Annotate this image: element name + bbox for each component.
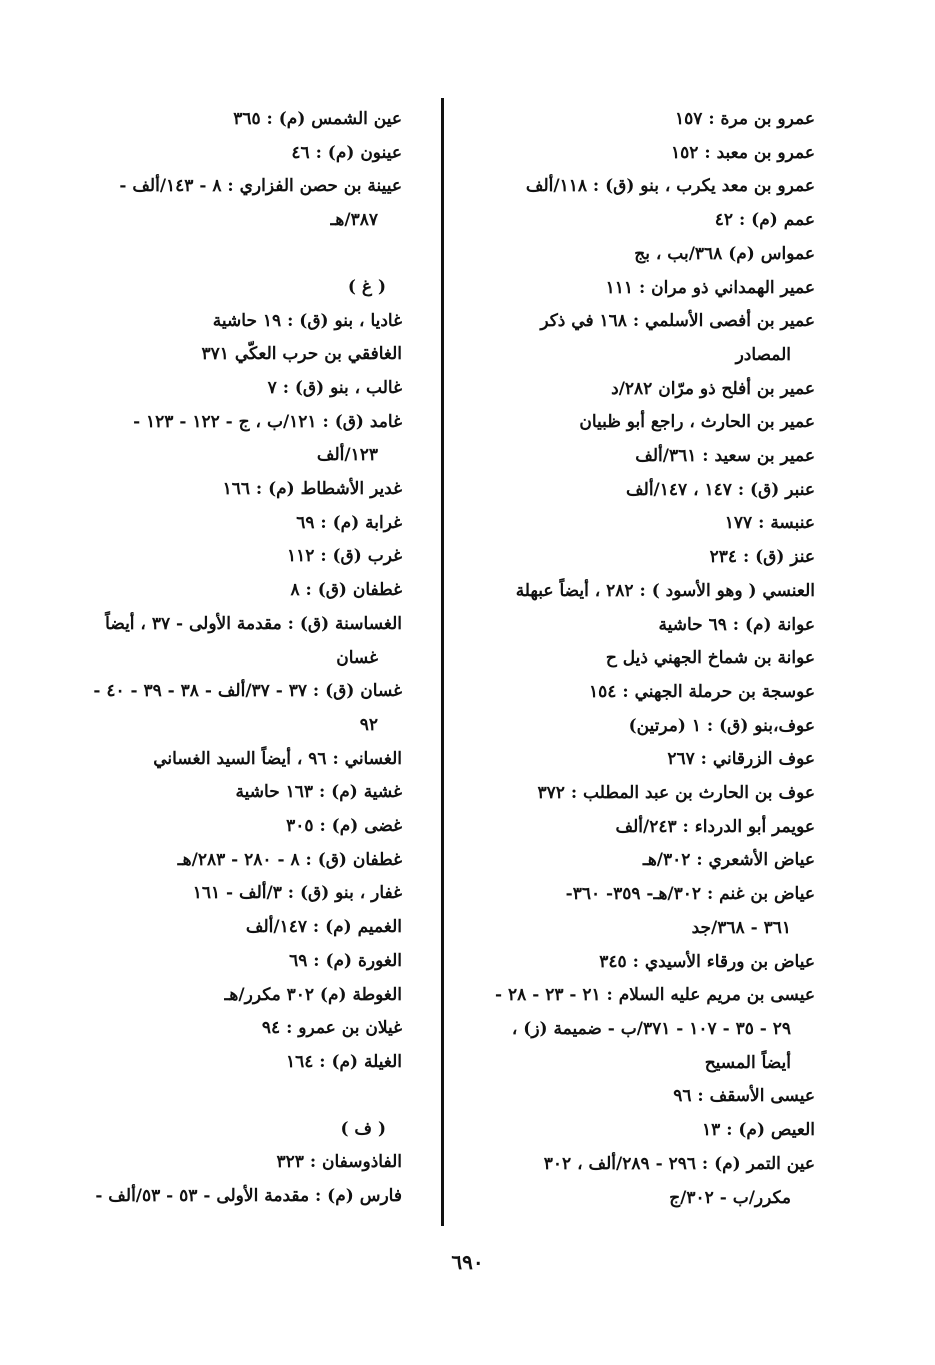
entry-line: الغميم (م) : ١٤٧/ألف <box>245 917 402 938</box>
index-entry <box>72 574 402 608</box>
entry-line: غيلان بن عمرو : ٩٤ <box>261 1018 402 1039</box>
index-entry <box>72 743 402 777</box>
entry-continuation-line: ٣٨٧/هـ <box>330 210 378 231</box>
entry-continuation-line: ٢٩ - ٣٥ - ١٠٧ - ٣٧١/ب - ضميمة (ز) ، <box>511 1018 791 1039</box>
entry-line: غرب (ق) : ١١٢ <box>287 546 402 567</box>
entry-line: غطفان (ق) : ٨ <box>290 580 402 601</box>
index-entry <box>72 1180 402 1214</box>
index-entry <box>72 776 402 810</box>
index-entry <box>480 238 815 272</box>
entry-line: عينون (م) : ٤٦ <box>291 142 402 163</box>
entry-line: غرابة (م) : ٦٩ <box>296 512 402 533</box>
page-number: ٦٩٠ <box>451 1250 484 1274</box>
index-entry <box>480 743 815 777</box>
entry-line: عمرو بن معد يكرب ، بنو (ق) : ١١٨/ألف <box>525 176 815 197</box>
index-entry <box>480 440 815 474</box>
index-entry <box>480 541 815 575</box>
index-entry <box>480 1080 815 1114</box>
index-entry <box>72 844 402 878</box>
entry-line: الفاذوسفان : ٣٢٣ <box>276 1152 402 1173</box>
entry-continuation-line: ١٢٣/ألف <box>316 445 378 466</box>
entry-line: الغيلة (م) : ١٦٤ <box>285 1051 402 1072</box>
entry-line: عمير بن الحارث ، راجع أبو ظبيان <box>579 412 815 433</box>
entry-line: عياض الأشعري : ٣٠٢/هـ <box>642 850 815 871</box>
index-entry <box>72 170 402 237</box>
index-entry <box>72 1012 402 1046</box>
index-column-right <box>480 103 815 1215</box>
entry-line: عوف الزرقاني : ٢٦٧ <box>667 749 815 770</box>
index-entry <box>72 675 402 742</box>
index-entry <box>480 204 815 238</box>
index-entry <box>480 811 815 845</box>
entry-line: غدير الأشطاط (م) : ١٦٦ <box>222 479 402 500</box>
section-gap <box>72 1080 402 1113</box>
entry-line: عمواس (م) ٣٦٨/بب ، بج <box>634 243 815 264</box>
index-entry <box>72 945 402 979</box>
entry-continuation-line: المصادر <box>735 344 791 365</box>
entry-line: غامد (ق) : ١٢١/ب ، ج - ١٢٢ - ١٢٣ - <box>133 411 402 432</box>
entry-line: عنبسة : ١٧٧ <box>724 513 815 534</box>
index-entry <box>480 946 815 980</box>
entry-line: عوف،بنو (ق) : ١ (مرتين) <box>628 715 815 736</box>
index-entry <box>72 979 402 1013</box>
entry-line: عوانة بن شماخ الجهني ذيل ح <box>605 648 815 669</box>
index-entry <box>72 1046 402 1080</box>
entry-line: غسان (ق) : ٣٧ - ٣٧/ألف - ٣٨ - ٣٩ - ٤٠ - <box>93 681 402 702</box>
index-entry <box>72 608 402 675</box>
index-entry <box>72 810 402 844</box>
index-entry <box>480 642 815 676</box>
entry-line: عياض بن غنم : ٣٠٢/هـ- ٣٥٩- ٣٦٠- <box>565 884 815 905</box>
index-entry <box>480 878 815 945</box>
index-entry <box>480 474 815 508</box>
entry-line: عويمر أبو الدرداء : ٢٤٣/ألف <box>615 816 815 837</box>
index-entry <box>480 103 815 137</box>
entry-line: عوسجة بن حرملة الجهني : ١٥٤ <box>589 681 815 702</box>
section-letter-header <box>72 271 402 305</box>
entry-line: عمير بن أفصى الأسلمي : ١٦٨ في ذكر <box>540 311 815 332</box>
index-entry <box>480 507 815 541</box>
index-entry <box>72 137 402 171</box>
index-entry <box>480 575 815 609</box>
index-entry <box>72 540 402 574</box>
index-entry <box>480 979 815 1080</box>
index-entry <box>480 137 815 171</box>
entry-line: عمرو بن معبد : ١٥٢ <box>671 142 815 163</box>
entry-line: غاديا ، بنو (ق) : ١٩ حاشية <box>212 310 402 331</box>
entry-continuation-line: ٣٦١ - ٣٦٨/جد <box>691 917 791 938</box>
index-entry <box>480 1148 815 1215</box>
index-entry <box>72 406 402 473</box>
entry-line: غشية (م) : ١٦٣ حاشية <box>235 782 402 803</box>
index-entry <box>480 272 815 306</box>
index-entry <box>72 911 402 945</box>
entry-line: غطفان (ق) : ٨ - ٢٨٠ - ٢٨٣/هـ <box>177 849 402 870</box>
entry-line: عمير الهمداني ذو مران : ١١١ <box>605 277 815 298</box>
index-entry <box>72 372 402 406</box>
entry-line: الغورة (م) : ٦٩ <box>289 950 402 971</box>
entry-line: الغافقي بن حرب العكّي ٣٧١ <box>201 344 402 365</box>
index-column-left <box>72 103 402 1214</box>
index-entry <box>480 373 815 407</box>
index-entry <box>480 170 815 204</box>
entry-line: العنسي ( وهو الأسود ) : ٢٨٢ ، أيضاً عبهلة <box>515 580 815 601</box>
index-entry <box>72 507 402 541</box>
entry-line: عيينة بن حصن الفزاري : ٨ - ١٤٣/ألف - <box>119 176 402 197</box>
entry-line: عمير بن أفلح ذو مرّان ٢٨٢/د <box>611 378 815 399</box>
entry-line: عيسى الأسقف : ٩٦ <box>673 1086 815 1107</box>
entry-line: فارس (م) : مقدمة الأولى - ٥٣ - ٥٣/ألف - <box>95 1186 402 1207</box>
entry-line: عياض بن ورقاء الأسيدي : ٣٤٥ <box>599 951 815 972</box>
entry-line: عنبر (ق) : ١٤٧ ، ١٤٧/ألف <box>626 479 815 500</box>
index-entry <box>480 609 815 643</box>
index-entry <box>72 103 402 137</box>
entry-line: عمرو بن مرة : ١٥٧ <box>675 109 815 129</box>
entry-line: عوف بن الحارث بن عبد المطلب : ٣٧٢ <box>537 783 815 804</box>
section-gap <box>72 238 402 271</box>
entry-line: غضى (م) : ٣٠٥ <box>286 816 402 837</box>
entry-continuation-line: مكرر/ب - ٣٠٢/ج <box>669 1187 791 1208</box>
index-entry <box>480 844 815 878</box>
index-entry <box>480 305 815 372</box>
index-entry <box>72 473 402 507</box>
entry-line: الغوطة (م) ٣٠٢ مكرر/هـ <box>224 984 402 1005</box>
index-entry <box>480 676 815 710</box>
index-entry <box>480 1114 815 1148</box>
entry-line: عنز (ق) : ٢٣٤ <box>709 547 815 568</box>
index-entry <box>480 406 815 440</box>
entry-line: الغساني : ٩٦ ، أيضاً السيد الغساني <box>153 748 402 769</box>
index-entry <box>72 877 402 911</box>
entry-line: عوانة (م) : ٦٩ حاشية <box>658 614 815 635</box>
entry-line: ( ف ) <box>340 1118 386 1139</box>
entry-line: عمير بن سعيد : ٣٦١/ألف <box>635 446 815 467</box>
entry-line: عين الشمس (م) : ٣٦٥ <box>233 109 402 129</box>
index-entry <box>480 777 815 811</box>
entry-line: عيسى بن مريم عليه السلام : ٢١ - ٢٣ - ٢٨ - <box>495 985 815 1006</box>
entry-line: عمم (م) : ٤٢ <box>714 210 815 231</box>
index-entry <box>72 305 402 339</box>
entry-continuation-line: غسان <box>336 647 378 668</box>
entry-continuation-line: أيضاً المسيح <box>704 1052 791 1073</box>
entry-line: الغساسنة (ق) : مقدمة الأولى - ٣٧ ، أيضاً <box>105 613 402 634</box>
entry-continuation-line: ٩٢ <box>359 714 378 735</box>
entry-line: غفار ، بنو (ق) : ٣/ألف - ١٦١ <box>192 883 402 904</box>
column-divider <box>441 98 444 1226</box>
index-entry <box>480 710 815 744</box>
entry-line: عين التمر (م) : ٢٩٦ - ٢٨٩/ألف ، ٣٠٢ <box>543 1153 815 1174</box>
section-letter-header <box>72 1113 402 1147</box>
entry-line: ( غ ) <box>347 276 386 297</box>
index-entry <box>72 338 402 372</box>
entry-line: غالب ، بنو (ق) : ٧ <box>267 377 402 398</box>
entry-line: العيص (م) : ١٣ <box>702 1120 815 1141</box>
index-entry <box>72 1146 402 1180</box>
